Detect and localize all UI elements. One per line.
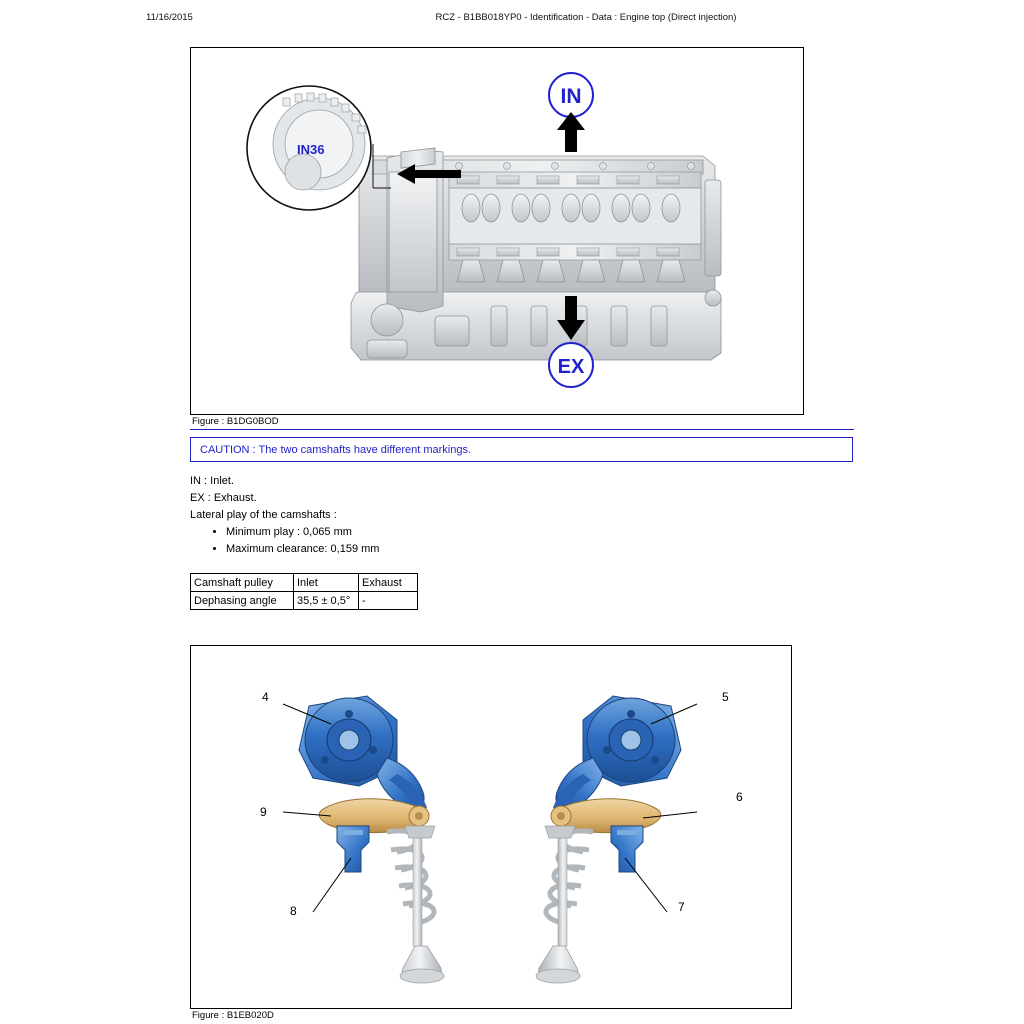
list-item: • Maximum clearance: 0,159 mm — [226, 541, 379, 558]
camshaft-pulley-table — [190, 573, 418, 610]
figure-valve-train — [190, 645, 792, 1009]
table-cell: 35,5 ± 0,5° — [294, 592, 359, 610]
header-date: 11/16/2015 — [146, 12, 193, 23]
engine-top-illustration — [191, 48, 801, 412]
figure-engine-top — [190, 47, 804, 415]
lateral-play-list — [190, 524, 379, 558]
table-header-cell: Exhaust — [359, 574, 418, 592]
table-cell: Dephasing angle — [191, 592, 294, 610]
valve-train-illustration — [191, 646, 789, 1006]
in-badge-group — [549, 73, 593, 152]
legend-ex: EX : Exhaust. — [190, 492, 257, 504]
table-row — [191, 592, 418, 610]
svg-text:EX: EX — [557, 356, 585, 378]
svg-text:IN: IN — [560, 85, 582, 108]
right-valve-assembly — [536, 696, 681, 983]
callout-8: 8 — [290, 904, 297, 918]
caution-text: CAUTION : The two camshafts have different markings. — [200, 444, 472, 456]
callout-4: 4 — [262, 690, 269, 704]
callout-5: 5 — [722, 690, 729, 704]
detail-mark-label: IN36 — [297, 142, 325, 157]
figure1-caption: Figure : B1DG0BOD — [192, 416, 279, 427]
left-valve-assembly — [299, 696, 444, 983]
table-row — [191, 574, 418, 592]
header-title: RCZ - B1BB018YP0 - Identification - Data : Engine top (Direct injection) — [435, 12, 737, 23]
lateral-play-title: Lateral play of the camshafts : — [190, 509, 337, 521]
legend-in: IN : Inlet. — [190, 475, 235, 487]
callout-7: 7 — [678, 900, 685, 914]
list-item: • Minimum play : 0,065 mm — [226, 524, 379, 541]
figure2-caption: Figure : B1EB020D — [192, 1010, 274, 1021]
table-cell: - — [359, 592, 418, 610]
table-header-cell: Inlet — [294, 574, 359, 592]
table-header-cell: Camshaft pulley — [191, 574, 294, 592]
caution-top-rule — [190, 429, 854, 430]
legend-block — [190, 473, 379, 558]
callout-9: 9 — [260, 805, 267, 819]
callout-6: 6 — [736, 790, 743, 804]
